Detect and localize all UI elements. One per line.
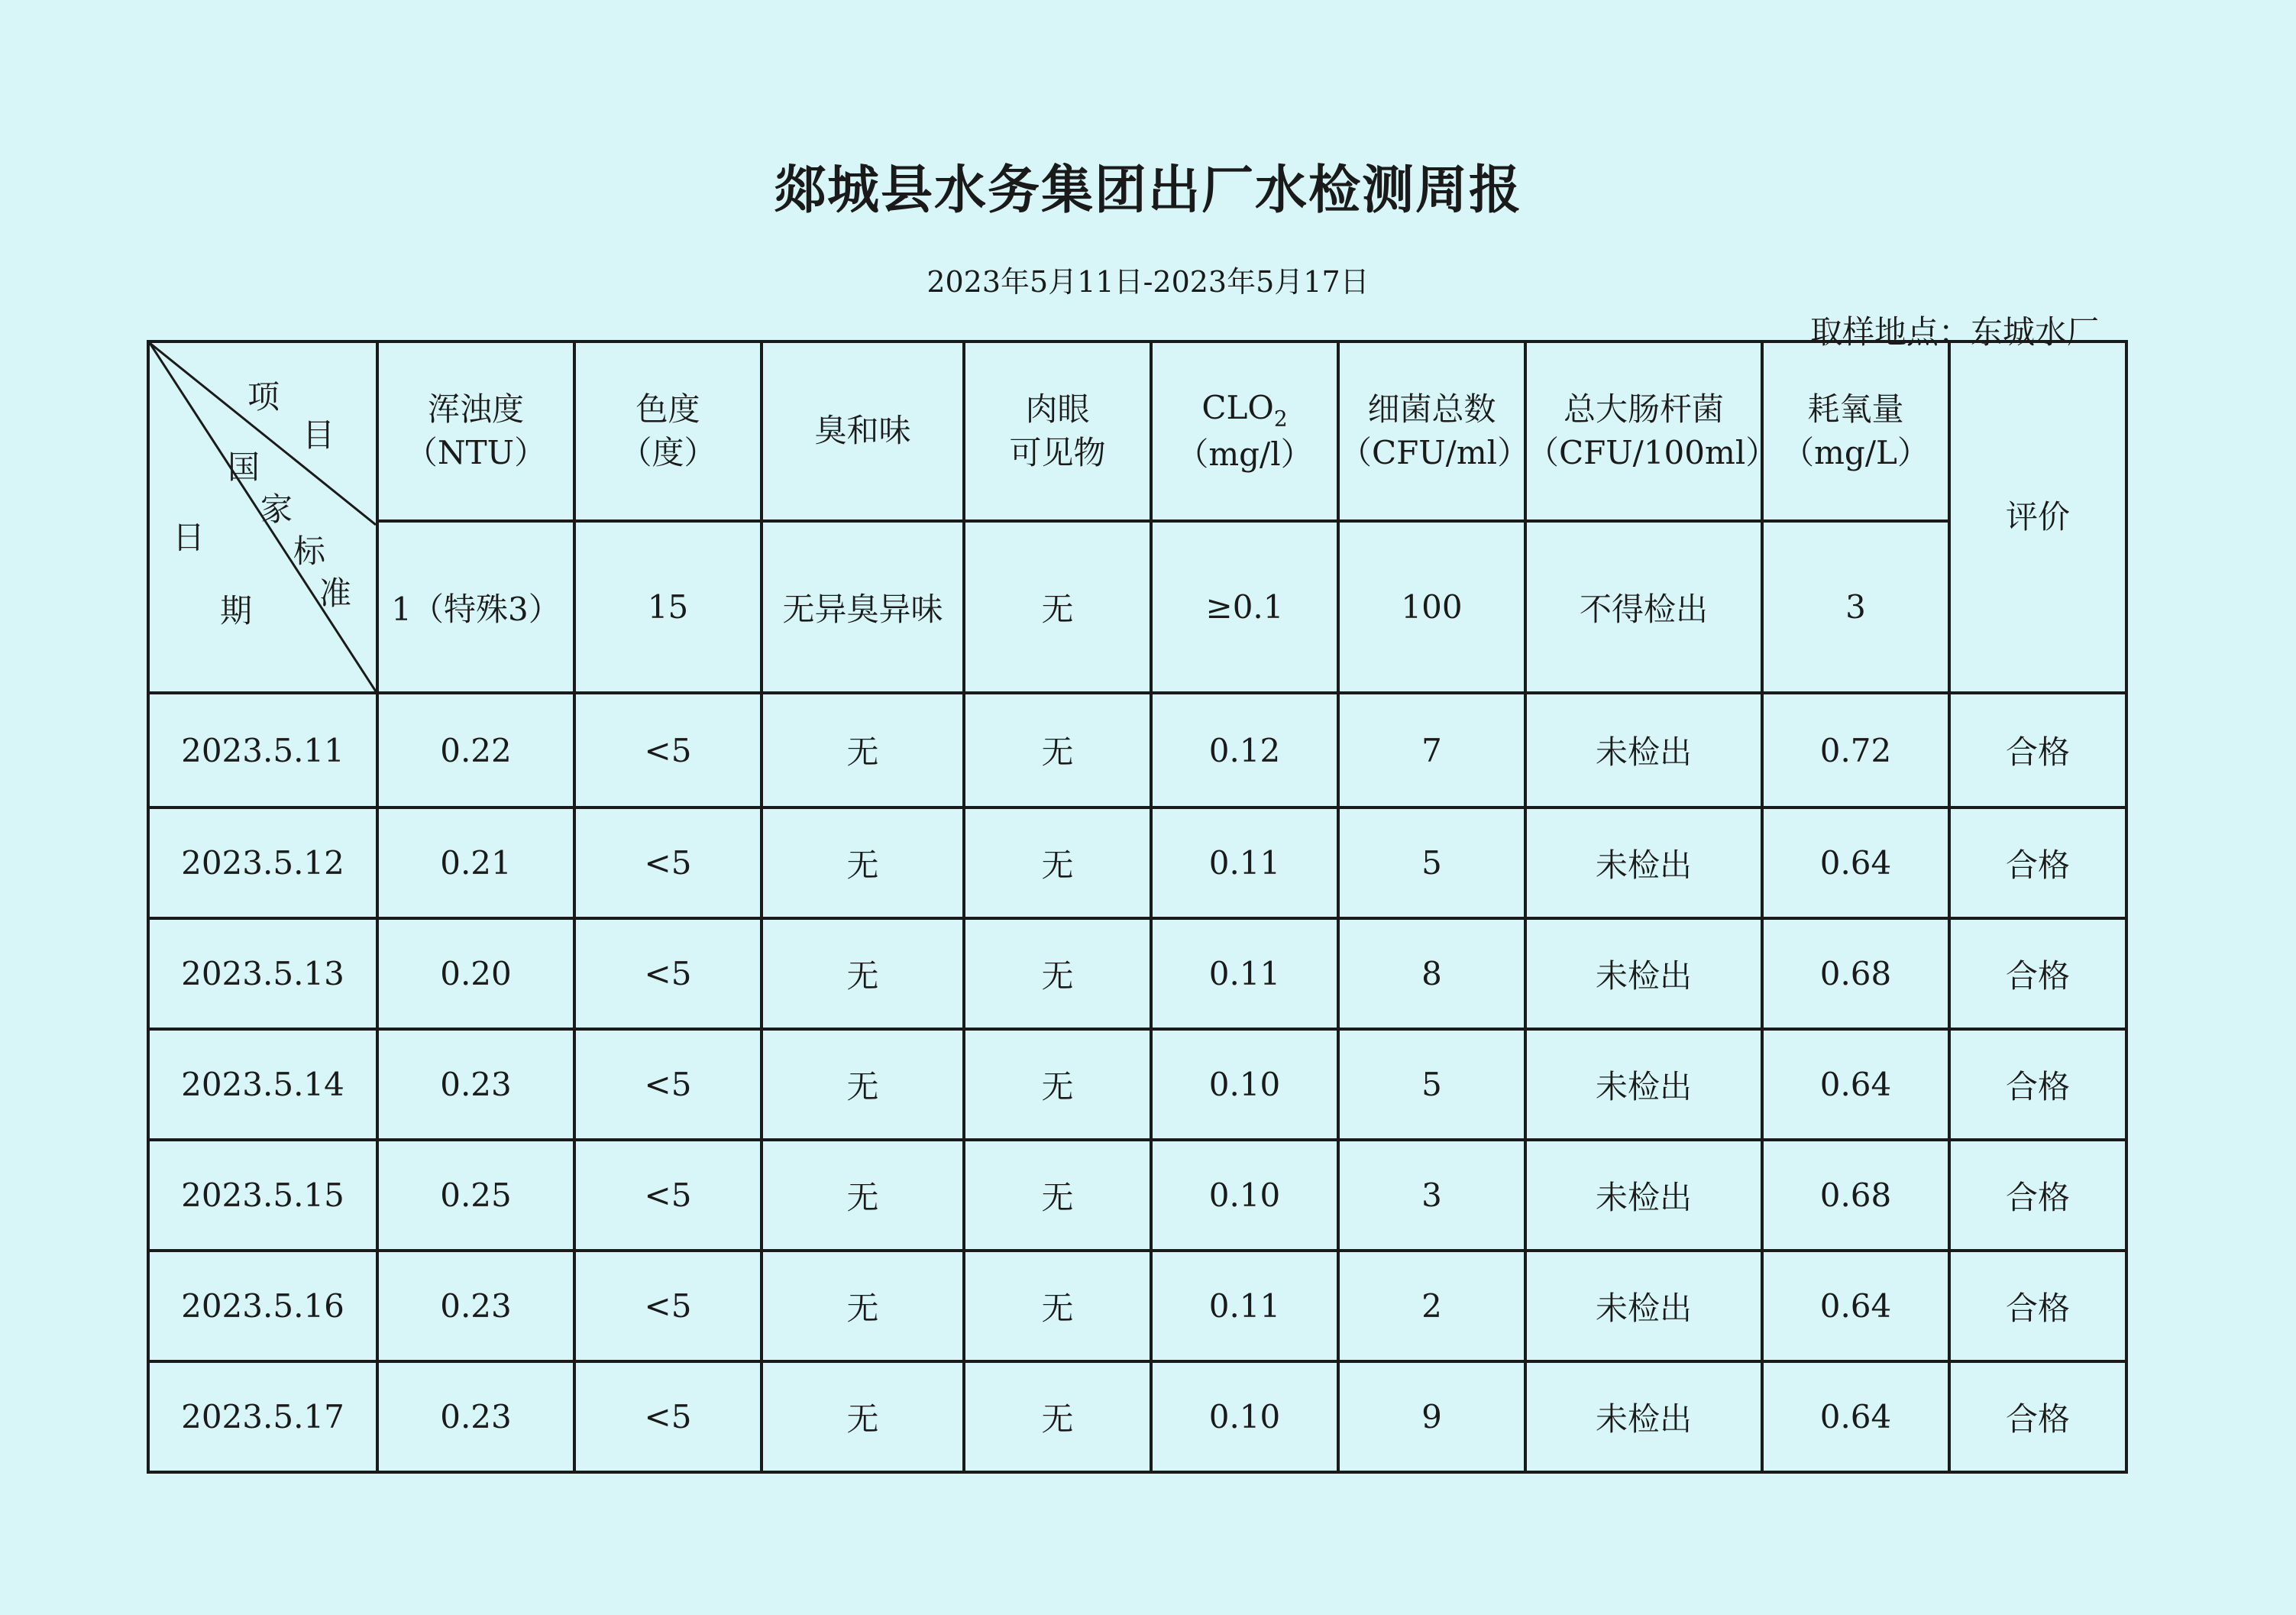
cell-evaluation: 合格 (1949, 1140, 2126, 1251)
cell-coliform: 未检出 (1525, 808, 1762, 918)
table-row (148, 1361, 2126, 1472)
cell-coliform: 未检出 (1525, 1361, 1762, 1472)
cell-clo2: 0.11 (1151, 808, 1338, 918)
cell-clo2: 0.11 (1151, 1251, 1338, 1361)
cell-visible-matter: 无 (964, 1140, 1151, 1251)
cell-odor-taste: 无 (762, 693, 964, 808)
standard-value: 15 (574, 521, 762, 693)
header-coliform: 总大肠杆菌 （CFU/100ml） (1525, 341, 1762, 521)
cell-clo2: 0.10 (1151, 1140, 1338, 1251)
cell-turbidity: 0.22 (377, 693, 574, 808)
row-date: 2023.5.15 (148, 1140, 377, 1251)
cell-bacteria-total: 8 (1338, 918, 1525, 1029)
standard-value: 无 (964, 521, 1151, 693)
cell-color: <5 (574, 808, 762, 918)
cell-color: <5 (574, 1029, 762, 1140)
cell-oxygen-consumption: 0.64 (1762, 1251, 1949, 1361)
table-row (148, 1029, 2126, 1140)
row-date: 2023.5.12 (148, 808, 377, 918)
standard-value: 100 (1338, 521, 1525, 693)
cell-turbidity: 0.23 (377, 1029, 574, 1140)
cell-color: <5 (574, 1251, 762, 1361)
header-color: 色度 （度） (574, 341, 762, 521)
row-date: 2023.5.14 (148, 1029, 377, 1140)
standards-row (148, 521, 2126, 693)
table-row (148, 808, 2126, 918)
cell-turbidity: 0.23 (377, 1251, 574, 1361)
cell-bacteria-total: 7 (1338, 693, 1525, 808)
cell-color: <5 (574, 918, 762, 1029)
cell-coliform: 未检出 (1525, 693, 1762, 808)
header-evaluation: 评价 (1949, 341, 2126, 693)
cell-visible-matter: 无 (964, 1029, 1151, 1140)
cell-odor-taste: 无 (762, 918, 964, 1029)
corner-item-char-1: 项 (247, 378, 280, 416)
cell-clo2: 0.10 (1151, 1029, 1338, 1140)
cell-evaluation: 合格 (1949, 693, 2126, 808)
cell-turbidity: 0.21 (377, 808, 574, 918)
table-row (148, 693, 2126, 808)
cell-visible-matter: 无 (964, 693, 1151, 808)
cell-oxygen-consumption: 0.72 (1762, 693, 1949, 808)
cell-oxygen-consumption: 0.64 (1762, 1361, 1949, 1472)
cell-odor-taste: 无 (762, 1361, 964, 1472)
cell-turbidity: 0.25 (377, 1140, 574, 1251)
cell-oxygen-consumption: 0.64 (1762, 808, 1949, 918)
cell-coliform: 未检出 (1525, 1029, 1762, 1140)
cell-coliform: 未检出 (1525, 918, 1762, 1029)
cell-bacteria-total: 5 (1338, 1029, 1525, 1140)
table-row (148, 1251, 2126, 1361)
cell-evaluation: 合格 (1949, 1029, 2126, 1140)
header-odor-taste: 臭和味 (762, 341, 964, 521)
cell-bacteria-total: 5 (1338, 808, 1525, 918)
sampling-location: 取样地点：东城水厂 (1809, 313, 2099, 351)
cell-color: <5 (574, 1140, 762, 1251)
cell-oxygen-consumption: 0.64 (1762, 1029, 1949, 1140)
corner-date-char-1: 日 (173, 519, 205, 556)
corner-date-char-2: 期 (220, 592, 253, 629)
cell-bacteria-total: 3 (1338, 1140, 1525, 1251)
cell-clo2: 0.12 (1151, 693, 1338, 808)
date-range: 2023年5月11日-2023年5月17日 (926, 265, 1370, 299)
cell-coliform: 未检出 (1525, 1140, 1762, 1251)
cell-visible-matter: 无 (964, 1251, 1151, 1361)
report-title: 郯城县水务集团出厂水检测周报 (773, 160, 1522, 221)
standard-value: 无异臭异味 (762, 521, 964, 693)
cell-coliform: 未检出 (1525, 1251, 1762, 1361)
corner-standard-char-4: 准 (319, 574, 352, 612)
standard-value: ≥0.1 (1151, 521, 1338, 693)
corner-header-cell (148, 341, 377, 693)
cell-visible-matter: 无 (964, 808, 1151, 918)
header-turbidity: 浑浊度 （NTU） (377, 341, 574, 521)
cell-bacteria-total: 2 (1338, 1251, 1525, 1361)
cell-oxygen-consumption: 0.68 (1762, 918, 1949, 1029)
corner-standard-char-1: 国 (228, 448, 260, 486)
cell-color: <5 (574, 1361, 762, 1472)
standard-value: 1（特殊3） (377, 521, 574, 693)
header-oxygen-consumption: 耗氧量 （mg/L） (1762, 341, 1949, 521)
cell-evaluation: 合格 (1949, 1361, 2126, 1472)
cell-evaluation: 合格 (1949, 808, 2126, 918)
standard-value: 不得检出 (1525, 521, 1762, 693)
row-date: 2023.5.17 (148, 1361, 377, 1472)
cell-odor-taste: 无 (762, 1140, 964, 1251)
header-clo2: $CLO_2$ （mg/l） (1151, 341, 1338, 521)
report-table (147, 340, 2128, 1474)
header-visible-matter: 肉眼 可见物 (964, 341, 1151, 521)
cell-evaluation: 合格 (1949, 1251, 2126, 1361)
cell-evaluation: 合格 (1949, 918, 2126, 1029)
row-date: 2023.5.13 (148, 918, 377, 1029)
cell-visible-matter: 无 (964, 918, 1151, 1029)
row-date: 2023.5.11 (148, 693, 377, 808)
cell-odor-taste: 无 (762, 808, 964, 918)
cell-visible-matter: 无 (964, 1361, 1151, 1472)
cell-turbidity: 0.23 (377, 1361, 574, 1472)
row-date: 2023.5.16 (148, 1251, 377, 1361)
cell-turbidity: 0.20 (377, 918, 574, 1029)
cell-bacteria-total: 9 (1338, 1361, 1525, 1472)
header-row (148, 341, 2126, 521)
standard-value: 3 (1762, 521, 1949, 693)
corner-standard-char-3: 标 (293, 532, 326, 570)
corner-item-char-2: 目 (302, 416, 335, 454)
cell-clo2: 0.10 (1151, 1361, 1338, 1472)
cell-color: <5 (574, 693, 762, 808)
cell-oxygen-consumption: 0.68 (1762, 1140, 1949, 1251)
cell-clo2: 0.11 (1151, 918, 1338, 1029)
table-row (148, 1140, 2126, 1251)
cell-odor-taste: 无 (762, 1251, 964, 1361)
table-row (148, 918, 2126, 1029)
corner-standard-char-2: 家 (260, 490, 293, 528)
cell-odor-taste: 无 (762, 1029, 964, 1140)
header-bacteria-total: 细菌总数 （CFU/ml） (1338, 341, 1525, 521)
